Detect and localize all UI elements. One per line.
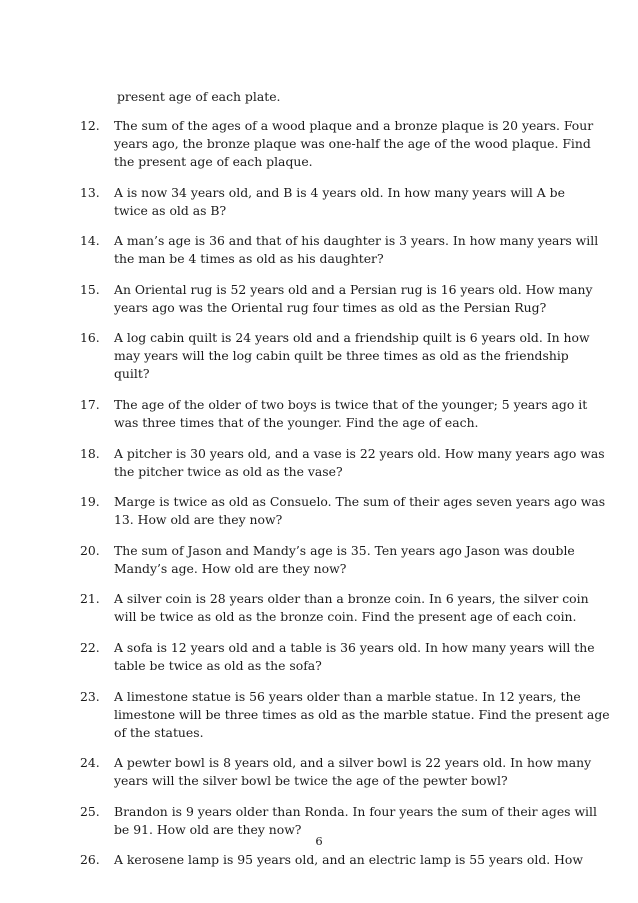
page-number: 6: [315, 834, 323, 848]
problem-text-line: quilt?: [114, 366, 150, 382]
problem-text-line: A pitcher is 30 years old, and a vase is 22 years old. How many years ago was: [114, 445, 605, 461]
problem-text-line: may years will the log cabin quilt be three times as old as the friendship: [114, 348, 569, 364]
problem-text-line: twice as old as B?: [114, 202, 227, 218]
problem-text-line: A limestone statue is 56 years older than a marble statue. In 12 years, the: [114, 688, 581, 704]
problem-number: 16.: [80, 330, 100, 346]
problem-item: [80, 329, 590, 383]
problem-number: 17.: [80, 396, 100, 412]
problem-item: [80, 445, 605, 481]
problem-list: [80, 117, 610, 882]
problem-text-line: The sum of the ages of a wood plaque and a bronze plaque is 20 years. Four: [114, 118, 594, 133]
problem-text-line: An Oriental rug is 52 years old and a Persian rug is 16 years old. How many: [114, 281, 593, 297]
problem-number: 25.: [80, 803, 100, 819]
problem-text-line: The age of the older of two boys is twice that of the younger; 5 years ago it: [114, 396, 588, 412]
problem-item: [80, 851, 583, 869]
problem-item: [80, 281, 593, 317]
problem-number: 24.: [80, 755, 100, 771]
problem-number: 18.: [80, 445, 100, 461]
problem-text-line: Brandon is 9 years older than Ronda. In four years the sum of their ages will: [114, 803, 597, 819]
problem-item: [80, 590, 589, 626]
problem-text-line: A sofa is 12 years old and a table is 36 years old. In how many years will the: [114, 639, 595, 655]
problem-number: 26.: [80, 852, 100, 868]
problem-text-line: A kerosene lamp is 95 years old, and an electric lamp is 55 years old. How: [114, 852, 583, 868]
problem-item: [80, 232, 599, 268]
problem-text-line: Marge is twice as old as Consuelo. The sum of their ages seven years ago was: [114, 494, 606, 510]
problem-number: 23.: [80, 688, 100, 704]
problem-number: 20.: [80, 542, 100, 558]
continuation-text: present age of each plate.: [117, 89, 281, 104]
problem-text-line: table be twice as old as the sofa?: [114, 657, 322, 673]
problem-number: 22.: [80, 639, 100, 655]
problem-text-line: A log cabin quilt is 24 years old and a friendship quilt is 6 years old. In how: [114, 330, 590, 346]
problem-item: [80, 117, 594, 171]
problem-item: [80, 396, 588, 432]
problem-item: [80, 639, 595, 675]
problem-text-line: A pewter bowl is 8 years old, and a silver bowl is 22 years old. In how many: [114, 755, 592, 771]
problem-text-line: years ago, the bronze plaque was one-half the age of the wood plaque. Find: [114, 136, 591, 151]
problem-text-line: was three times that of the younger. Find the age of each.: [114, 414, 479, 430]
problem-text-line: A man’s age is 36 and that of his daughter is 3 years. In how many years will: [114, 233, 599, 249]
problem-number: 13.: [80, 184, 100, 200]
problem-text-line: Mandy’s age. How old are they now?: [114, 560, 347, 576]
problem-text-line: A silver coin is 28 years older than a bronze coin. In 6 years, the silver coin: [114, 591, 589, 607]
problem-text-line: the man be 4 times as old as his daughter?: [114, 251, 384, 267]
problem-text-line: years will the silver bowl be twice the age of the pewter bowl?: [114, 773, 508, 789]
problem-number: 12.: [80, 118, 100, 133]
problem-number: 15.: [80, 281, 100, 297]
problem-number: 14.: [80, 233, 100, 249]
problem-text-line: The sum of Jason and Mandy’s age is 35. Ten years ago Jason was double: [114, 542, 575, 558]
problem-text-line: of the statues.: [114, 724, 204, 740]
problem-item: [80, 754, 592, 790]
problem-number: 19.: [80, 494, 100, 510]
problem-text-line: 13. How old are they now?: [114, 512, 283, 528]
problem-number: 21.: [80, 591, 100, 607]
problem-text-line: A is now 34 years old, and B is 4 years old. In how many years will A be: [114, 184, 565, 200]
problem-item: [80, 493, 606, 529]
problem-text-line: the present age of each plaque.: [114, 154, 313, 169]
problem-text-line: will be twice as old as the bronze coin. Find the present age of each coin.: [114, 609, 577, 625]
problem-item: [80, 184, 565, 220]
problem-text-line: the pitcher twice as old as the vase?: [114, 463, 343, 479]
problem-text-line: be 91. How old are they now?: [114, 821, 302, 837]
problem-item: [80, 542, 575, 578]
problem-text-line: limestone will be three times as old as the marble statue. Find the present age: [114, 706, 610, 722]
problem-item: [80, 688, 610, 742]
problem-text-line: years ago was the Oriental rug four times as old as the Persian Rug?: [114, 299, 547, 315]
